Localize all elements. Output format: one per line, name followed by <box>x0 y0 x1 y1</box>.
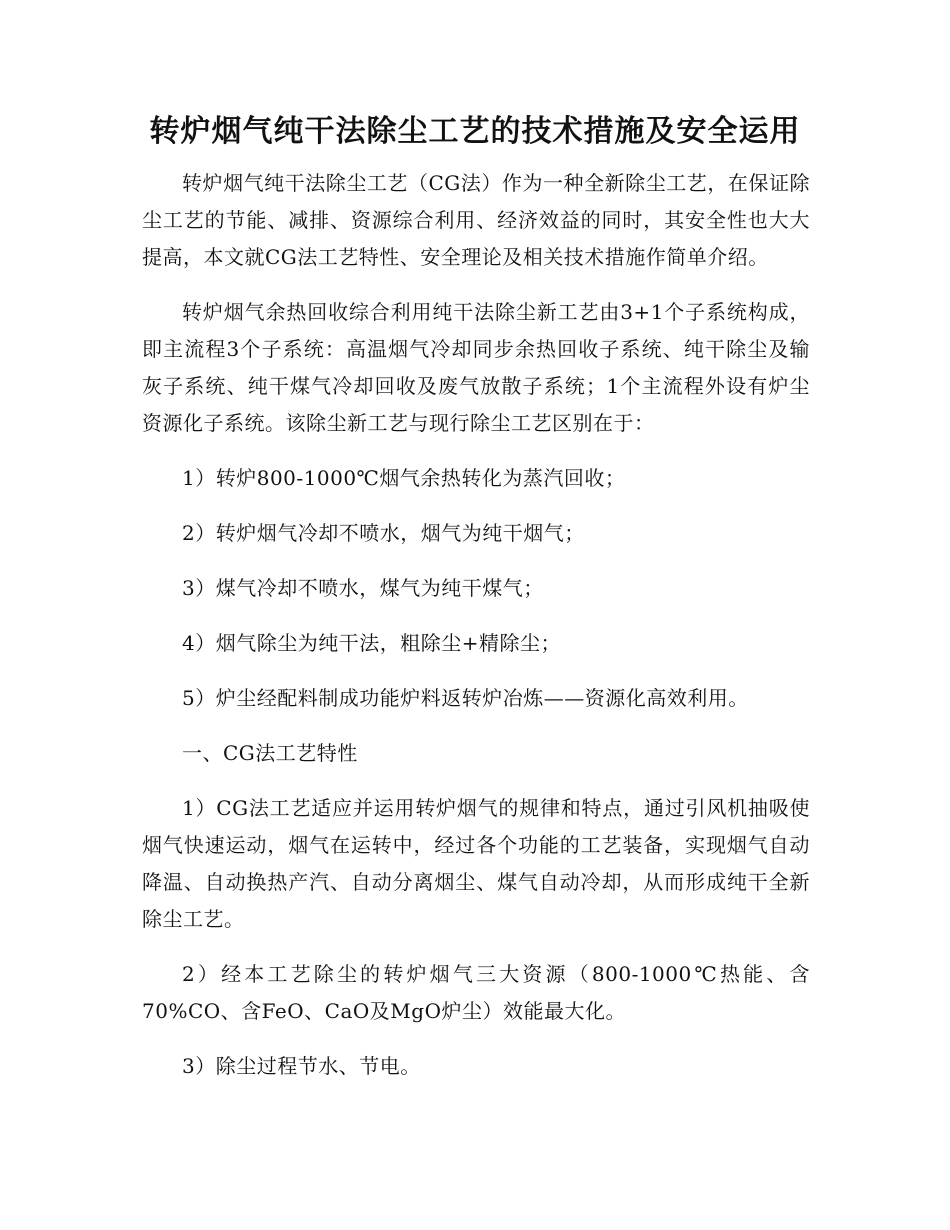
list-item-4: 4）烟气除尘为纯干法，粗除尘+精除尘； <box>182 631 561 655</box>
document-body <box>142 165 810 1103</box>
feature-item-2: 2）经本工艺除尘的转炉烟气三大资源（800-1000℃热能、含70%CO、含FeO、CaO及MgO炉尘）效能最大化。 <box>142 962 810 1023</box>
feature-item-3: 3）除尘过程节水、节电。 <box>182 1054 421 1078</box>
list-item-2: 2）转炉烟气冷却不喷水，烟气为纯干烟气； <box>182 521 585 545</box>
feature-item-1: 1）CG法工艺适应并运用转炉烟气的规律和特点，通过引风机抽吸使烟气快速运动，烟气在运转中，经过各个功能的工艺装备，实现烟气自动降温、自动换热产汽、自动分离烟尘、煤气自动冷却，从而形成纯干全新除尘工艺。 <box>142 796 810 931</box>
list-item-5: 5）炉尘经配料制成功能炉料返转炉冶炼——资源化高效利用。 <box>182 686 749 710</box>
paragraph-intro: 转炉烟气纯干法除尘工艺（CG法）作为一种全新除尘工艺，在保证除尘工艺的节能、减排、资源综合利用、经济效益的同时，其安全性也大大提高，本文就CG法工艺特性、安全理论及相关技术措施作简单介绍。 <box>142 171 810 269</box>
document-title: 转炉烟气纯干法除尘工艺的技术措施及安全运用 <box>149 114 801 149</box>
section-heading-1: 一、CG法工艺特性 <box>182 741 358 765</box>
paragraph-process-overview: 转炉烟气余热回收综合利用纯干法除尘新工艺由3+1个子系统构成，即主流程3个子系统：高温烟气冷却同步余热回收子系统、纯干除尘及输灰子系统、纯干煤气冷却回收及废气放散子系统；1个主流程外设有炉尘资源化子系统。该除尘新工艺与现行除尘工艺区别在于： <box>142 300 810 435</box>
list-item-3: 3）煤气冷却不喷水，煤气为纯干煤气； <box>182 576 544 600</box>
list-item-1: 1）转炉800-1000℃烟气余热转化为蒸汽回收； <box>182 466 626 490</box>
